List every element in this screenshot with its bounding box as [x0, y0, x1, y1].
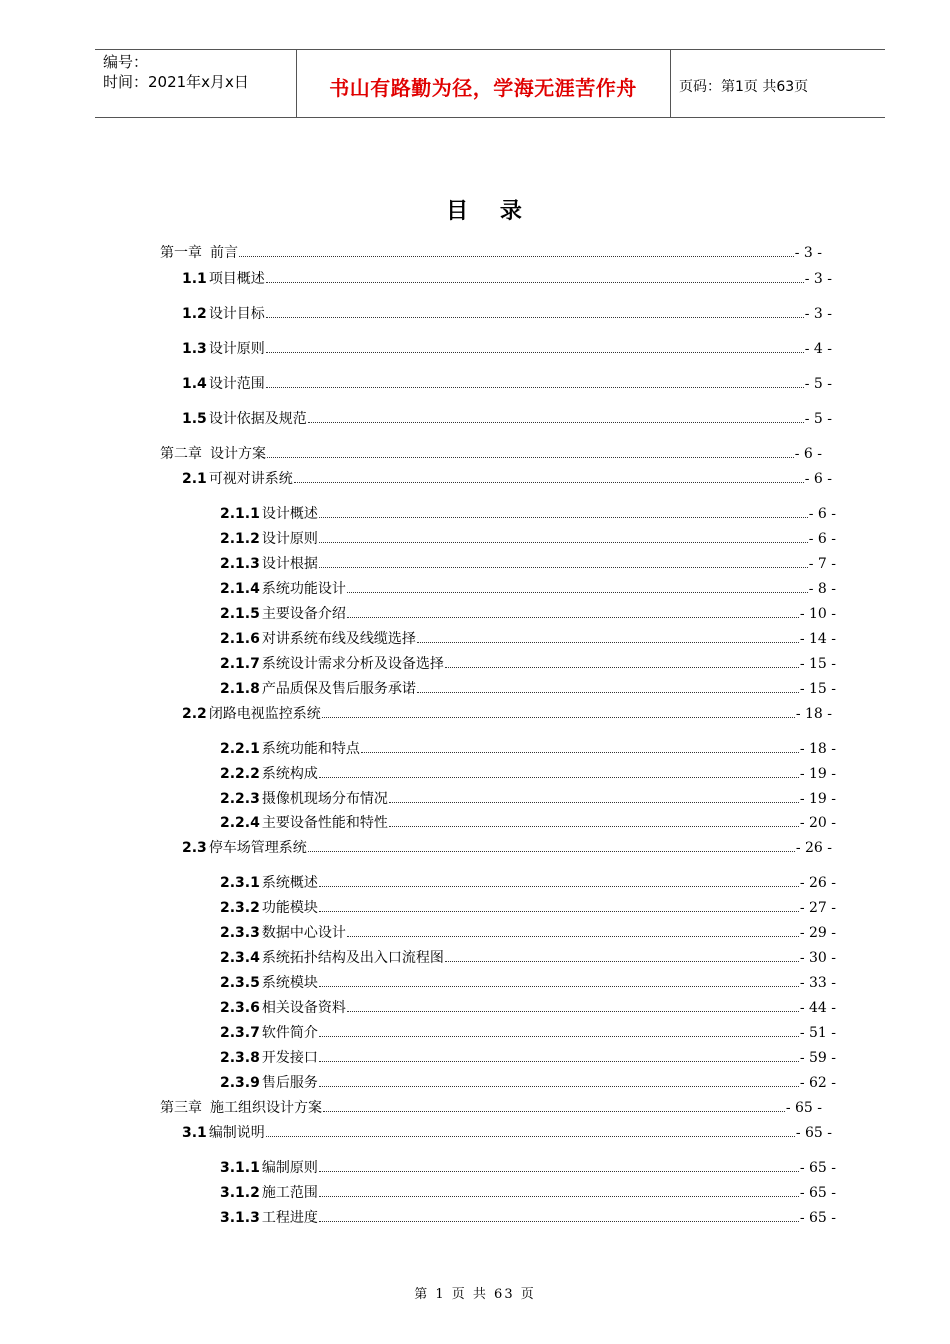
- toc-leader-dots: [319, 1207, 799, 1222]
- toc-entry-label: [182, 1123, 265, 1143]
- toc-entry-page: - 19 -: [799, 766, 836, 782]
- toc-entry[interactable]: [182, 338, 832, 358]
- toc-entry-text: 设计概述: [261, 506, 318, 522]
- toc-entry-page: - 5 -: [804, 376, 832, 392]
- toc-leader-dots: [266, 1122, 795, 1137]
- toc-entry-text: 前言: [210, 245, 238, 261]
- toc-entry-page: - 65 -: [795, 1125, 832, 1141]
- toc-entry[interactable]: [220, 763, 836, 783]
- toc-title: 目 录: [446, 199, 534, 224]
- toc-entry-number: 1.3: [182, 341, 207, 357]
- toc-entry-page: - 65 -: [799, 1210, 836, 1226]
- toc-entry-page: - 44 -: [799, 1000, 836, 1016]
- toc-leader-dots: [319, 1072, 799, 1087]
- toc-entry[interactable]: [220, 1072, 836, 1092]
- toc-entry-text: 施工组织设计方案: [210, 1100, 322, 1116]
- toc-entry-text: 主要设备介绍: [261, 606, 346, 622]
- toc-entry-text: 设计范围: [208, 376, 265, 392]
- toc-entry-number: 3.1.1: [220, 1160, 260, 1176]
- toc-leader-dots: [266, 268, 804, 283]
- toc-entry-label: [220, 1158, 318, 1178]
- toc-entry-text: 主要设备性能和特性: [261, 815, 388, 831]
- toc-entry[interactable]: [160, 443, 822, 463]
- toc-entry-label: [182, 704, 321, 724]
- toc-entry-text: 工程进度: [261, 1210, 318, 1226]
- toc-entry-page: - 19 -: [799, 791, 836, 807]
- page-footer: 第 1 页 共 63 页: [414, 1287, 536, 1302]
- toc-entry-label: [220, 579, 346, 599]
- toc-entry-number: 2.1.7: [220, 656, 260, 672]
- toc-entry[interactable]: [160, 1097, 822, 1117]
- toc-entry-label: [220, 973, 318, 993]
- toc-entry-number: 2.3.1: [220, 875, 260, 891]
- toc-entry-text: 系统设计需求分析及设备选择: [261, 656, 444, 672]
- toc-entry-number: 第三章: [160, 1100, 202, 1116]
- toc-entry-page: - 29 -: [799, 925, 836, 941]
- toc-leader-dots: [417, 628, 799, 643]
- toc-entry-page: - 59 -: [799, 1050, 836, 1066]
- toc-entry-page: - 65 -: [799, 1160, 836, 1176]
- toc-leader-dots: [308, 837, 795, 852]
- toc-entry-label: [160, 243, 238, 263]
- toc-entry-label: [220, 998, 346, 1018]
- toc-entry-label: [220, 1023, 318, 1043]
- toc-entry-label: [182, 269, 265, 289]
- toc-entry-page: - 6 -: [794, 446, 822, 462]
- header-top-rule: [95, 49, 885, 50]
- toc-entry-number: 2.1.6: [220, 631, 260, 647]
- toc-entry-text: 项目概述: [208, 271, 265, 287]
- toc-entry-number: 第二章: [160, 446, 202, 462]
- toc-entry[interactable]: [220, 1022, 836, 1042]
- toc-leader-dots: [294, 468, 804, 483]
- toc-entry-page: - 6 -: [808, 506, 836, 522]
- toc-leader-dots: [445, 947, 799, 962]
- toc-entry-text: 摄像机现场分布情况: [261, 791, 388, 807]
- toc-leader-dots: [389, 812, 799, 827]
- toc-leader-dots: [319, 503, 808, 518]
- toc-entry-label: [220, 1073, 318, 1093]
- toc-entry-number: 2.1.2: [220, 531, 260, 547]
- toc-entry-text: 设计根据: [261, 556, 318, 572]
- toc-entry-text: 系统功能和特点: [261, 741, 360, 757]
- toc-entry[interactable]: [220, 553, 836, 573]
- toc-entry-page: - 15 -: [799, 656, 836, 672]
- toc-entry-label: [182, 374, 265, 394]
- toc-entry-page: - 15 -: [799, 681, 836, 697]
- toc-entry[interactable]: [220, 997, 836, 1017]
- toc-entry-text: 设计方案: [210, 446, 266, 462]
- toc-entry-number: 2.1.8: [220, 681, 260, 697]
- toc-entry-label: [220, 654, 444, 674]
- toc-entry-label: [220, 948, 444, 968]
- toc-entry-text: 功能模块: [261, 900, 318, 916]
- toc-entry[interactable]: [220, 947, 836, 967]
- header-page-info: 页码：第1页 共63页: [679, 79, 809, 95]
- toc-entry-label: [182, 339, 265, 359]
- toc-entry[interactable]: [220, 603, 836, 623]
- header-meta: [103, 52, 249, 92]
- toc-entry-label: [220, 898, 318, 918]
- toc-entry-number: 2.3: [182, 840, 207, 856]
- toc-entry-number: 1.5: [182, 411, 207, 427]
- toc-entry[interactable]: [182, 837, 832, 857]
- toc-entry-page: - 3 -: [794, 245, 822, 261]
- toc-entry-label: [160, 444, 266, 464]
- toc-entry[interactable]: [220, 578, 836, 598]
- toc-entry-label: [220, 529, 318, 549]
- toc-entry-label: [220, 1048, 318, 1068]
- toc-entry-text: 系统模块: [261, 975, 318, 991]
- toc-entry-page: - 20 -: [799, 815, 836, 831]
- toc-entry-text: 对讲系统布线及线缆选择: [261, 631, 416, 647]
- toc-entry-number: 2.1: [182, 471, 207, 487]
- toc-entry-number: 3.1.3: [220, 1210, 260, 1226]
- toc-leader-dots: [266, 373, 804, 388]
- toc-entry[interactable]: [220, 897, 836, 917]
- toc-entry-number: 2.2: [182, 706, 207, 722]
- toc-entry[interactable]: [220, 972, 836, 992]
- toc-entry-number: 2.2.3: [220, 791, 260, 807]
- toc-entry-page: - 18 -: [799, 741, 836, 757]
- toc-entry[interactable]: [160, 242, 822, 262]
- toc-entry[interactable]: [220, 1182, 836, 1202]
- toc-leader-dots: [323, 1097, 785, 1112]
- toc-leader-dots: [361, 738, 799, 753]
- toc-entry-number: 2.3.9: [220, 1075, 260, 1091]
- toc-entry[interactable]: [182, 373, 832, 393]
- toc-leader-dots: [319, 1047, 799, 1062]
- toc-entry[interactable]: [220, 678, 836, 698]
- toc-entry-page: - 65 -: [799, 1185, 836, 1201]
- toc-entry[interactable]: [220, 812, 836, 832]
- header-divider-right: [670, 49, 671, 117]
- toc-entry[interactable]: [182, 703, 832, 723]
- toc-leader-dots: [308, 408, 804, 423]
- toc-entry-number: 2.3.7: [220, 1025, 260, 1041]
- toc-leader-dots: [319, 553, 808, 568]
- toc-entry-number: 2.1.1: [220, 506, 260, 522]
- toc-entry-label: [220, 554, 318, 574]
- toc-entry-page: - 62 -: [799, 1075, 836, 1091]
- toc-entry[interactable]: [220, 872, 836, 892]
- toc-entry-number: 2.3.4: [220, 950, 260, 966]
- toc-entry-text: 停车场管理系统: [208, 840, 307, 856]
- toc-entry-number: 2.2.2: [220, 766, 260, 782]
- toc-leader-dots: [319, 872, 799, 887]
- toc-entry-page: - 3 -: [804, 306, 832, 322]
- toc-entry-label: [220, 739, 360, 759]
- toc-entry[interactable]: [182, 303, 832, 323]
- header-bottom-rule: [95, 117, 885, 118]
- toc-entry-text: 开发接口: [261, 1050, 318, 1066]
- toc-entry-number: 2.3.2: [220, 900, 260, 916]
- toc-leader-dots: [239, 242, 794, 257]
- toc-entry-page: - 7 -: [808, 556, 836, 572]
- toc-entry-page: - 51 -: [799, 1025, 836, 1041]
- toc-entry-page: - 26 -: [795, 840, 832, 856]
- toc-leader-dots: [319, 528, 808, 543]
- toc-entry[interactable]: [220, 922, 836, 942]
- toc-entry-text: 编制说明: [208, 1125, 265, 1141]
- toc-entry-label: [182, 838, 307, 858]
- toc-entry-text: 闭路电视监控系统: [208, 706, 321, 722]
- toc-entry-number: 2.3.3: [220, 925, 260, 941]
- toc-entry-label: [220, 764, 318, 784]
- toc-leader-dots: [417, 678, 799, 693]
- toc-entry-number: 2.2.1: [220, 741, 260, 757]
- toc-leader-dots: [319, 1157, 799, 1172]
- toc-leader-dots: [319, 1182, 799, 1197]
- toc-entry[interactable]: [220, 788, 836, 808]
- toc-entry-text: 设计原则: [208, 341, 265, 357]
- toc-entry-label: [220, 1208, 318, 1228]
- toc-entry-label: [220, 923, 346, 943]
- toc-entry-text: 施工范围: [261, 1185, 318, 1201]
- toc-entry-page: - 6 -: [808, 531, 836, 547]
- toc-entry-page: - 30 -: [799, 950, 836, 966]
- toc-leader-dots: [347, 997, 799, 1012]
- toc-entry-page: - 4 -: [804, 341, 832, 357]
- toc-entry-text: 相关设备资料: [261, 1000, 346, 1016]
- toc-entry-number: 2.3.8: [220, 1050, 260, 1066]
- toc-entry-text: 系统拓扑结构及出入口流程图: [261, 950, 444, 966]
- toc-entry-page: - 10 -: [799, 606, 836, 622]
- toc-entry[interactable]: [220, 628, 836, 648]
- toc-entry[interactable]: [182, 468, 832, 488]
- toc-entry[interactable]: [220, 503, 836, 523]
- toc-entry[interactable]: [220, 653, 836, 673]
- toc-entry-label: [220, 789, 388, 809]
- toc-entry-text: 编制原则: [261, 1160, 318, 1176]
- toc-entry-label: [220, 1183, 318, 1203]
- toc-entry-number: 2.1.4: [220, 581, 260, 597]
- toc-entry-number: 3.1: [182, 1125, 207, 1141]
- toc-leader-dots: [347, 603, 799, 618]
- toc-entry-number: 1.2: [182, 306, 207, 322]
- toc-leader-dots: [322, 703, 795, 718]
- serial-label: 编号：: [103, 53, 149, 71]
- toc-entry-page: - 27 -: [799, 900, 836, 916]
- toc-leader-dots: [267, 443, 794, 458]
- toc-entry-label: [220, 873, 318, 893]
- toc-leader-dots: [389, 788, 799, 803]
- toc-entry-number: 2.1.3: [220, 556, 260, 572]
- toc-entry-text: 设计目标: [208, 306, 265, 322]
- toc-entry[interactable]: [182, 268, 832, 288]
- toc-leader-dots: [347, 922, 799, 937]
- toc-entry-number: 2.1.5: [220, 606, 260, 622]
- toc-leader-dots: [319, 1022, 799, 1037]
- toc-leader-dots: [319, 763, 799, 778]
- toc-entry-number: 2.3.5: [220, 975, 260, 991]
- toc-entry[interactable]: [220, 1207, 836, 1227]
- toc-entry[interactable]: [220, 1047, 836, 1067]
- toc-entry-text: 可视对讲系统: [208, 471, 293, 487]
- toc-entry[interactable]: [182, 408, 832, 428]
- toc-entry-label: [182, 304, 265, 324]
- toc-entry-page: - 6 -: [804, 471, 832, 487]
- toc-entry[interactable]: [220, 1157, 836, 1177]
- toc-entry-label: [220, 813, 388, 833]
- toc-entry[interactable]: [220, 528, 836, 548]
- toc-leader-dots: [347, 578, 808, 593]
- toc-entry-text: 设计原则: [261, 531, 318, 547]
- toc-entry-label: [182, 469, 293, 489]
- toc-entry-page: - 33 -: [799, 975, 836, 991]
- toc-entry-text: 数据中心设计: [261, 925, 346, 941]
- toc-entry-number: 1.4: [182, 376, 207, 392]
- toc-entry-label: [220, 604, 346, 624]
- toc-entry[interactable]: [220, 738, 836, 758]
- toc-entry-label: [160, 1098, 322, 1118]
- toc-leader-dots: [319, 897, 799, 912]
- header-motto: 书山有路勤为径，学海无涯苦作舟: [329, 76, 637, 100]
- toc-entry-page: - 8 -: [808, 581, 836, 597]
- toc-entry-page: - 18 -: [795, 706, 832, 722]
- toc-entry-number: 2.3.6: [220, 1000, 260, 1016]
- toc-entry-text: 设计依据及规范: [208, 411, 307, 427]
- toc-leader-dots: [445, 653, 799, 668]
- toc-leader-dots: [319, 972, 799, 987]
- toc-entry-number: 第一章: [160, 245, 202, 261]
- toc-entry-page: - 5 -: [804, 411, 832, 427]
- toc-entry-text: 产品质保及售后服务承诺: [261, 681, 416, 697]
- toc-entry-text: 系统概述: [261, 875, 318, 891]
- toc-entry-label: [220, 504, 318, 524]
- toc-entry-text: 软件简介: [261, 1025, 318, 1041]
- toc-entry[interactable]: [182, 1122, 832, 1142]
- toc-entry-page: - 26 -: [799, 875, 836, 891]
- time-label: 时间：2021年x月x日: [103, 73, 249, 91]
- toc-entry-text: 系统功能设计: [261, 581, 346, 597]
- toc-entry-label: [220, 629, 416, 649]
- toc-entry-text: 售后服务: [261, 1075, 318, 1091]
- toc-entry-number: 3.1.2: [220, 1185, 260, 1201]
- toc-entry-text: 系统构成: [261, 766, 318, 782]
- toc-entry-number: 1.1: [182, 271, 207, 287]
- toc-entry-label: [182, 409, 307, 429]
- toc-leader-dots: [266, 303, 804, 318]
- toc-entry-label: [220, 679, 416, 699]
- toc-entry-page: - 65 -: [785, 1100, 822, 1116]
- toc-leader-dots: [266, 338, 804, 353]
- toc-entry-page: - 3 -: [804, 271, 832, 287]
- toc-entry-number: 2.2.4: [220, 815, 260, 831]
- toc-entry-page: - 14 -: [799, 631, 836, 647]
